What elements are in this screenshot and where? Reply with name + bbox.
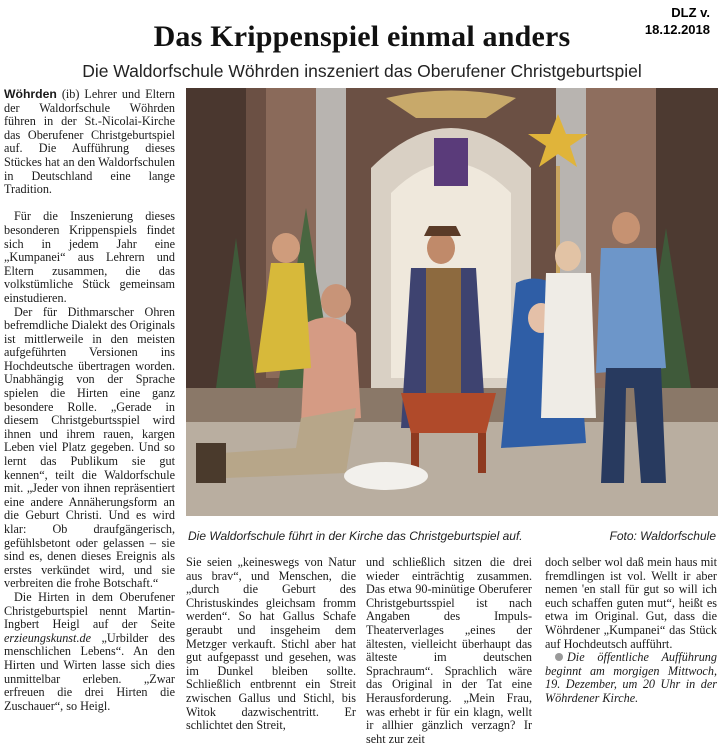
article-column-2-text: Sie seien „keineswegs von Natur aus brav“, und Menschen, die „durch die Geburt des Christuskindes gleichsam fromm werden“. So hat Gallus Schafe geraubt und insgeheim dem Metzger verkauft. Stichl aber hat gut aufgepasst und gesehen, was im Dunkel bleiben sollte. Schließlich entbrennt ein Streit zwischen Gallus und Stichl, bis Witok dazwischentritt. Er schlichtet den Streit,	[186, 555, 356, 733]
bullet-icon	[555, 653, 563, 661]
article-column-1	[4, 88, 175, 713]
photo-illustration	[186, 88, 718, 516]
article-column-4-text: doch selber wol daß mein haus mit fremdlingen ist vol. Wellt ir aber nemen 'en stall für gut so will ich euch schaffen guten mut“, heißt es etwa im Original. Gut, dass die Wöhrdener „Kumpanei“ das Stück auf Hochdeutsch aufführt.	[545, 555, 717, 651]
article-paragraph-4: Die Hirten in dem Oberufener Christgeburtspiel nennt Martin-Ingbert Heigl auf der Seite erzieungskunst.de „Urbilder des menschlichen Lebens“. An den Hirten und Wirten lasse sich dies unmittelbar erleben. „Zwar erfreuen die drei Hirten die Zuschauer“, so Heigl.	[4, 589, 175, 713]
newspaper-name: DLZ v.	[671, 5, 710, 20]
article-column-2	[186, 556, 356, 733]
article-column-3-text: und schließlich sitzen die drei wieder einträchtig zusammen. Das etwa 90-minütige Oberuferer Christgeburtsspiel ist nach Angaben des Impuls-Theaterverlages „eines der ältesten, vielleicht überhaupt das älteste im deutschen Sprachraum“. Sprachlich wäre das Original in der Tat eine Herausforderung. „Mein Frau, was erhebt ir für ein klagn, wellt ir allhier gänzlich verzagn? Ir seht zur zeit	[366, 555, 532, 746]
event-notice: Die öffentliche Aufführung beginnt am morgigen Mittwoch, 19. Dezember, um 20 Uhr in der Wöhrdener Kirche.	[545, 650, 717, 705]
article-column-4	[545, 556, 717, 706]
photo-caption: Die Waldorfschule führt in der Kirche das Christgeburtspiel auf.	[188, 529, 523, 543]
website-reference: erzieungskunst.de	[4, 630, 91, 645]
headline: Das Krippenspiel einmal anders	[153, 20, 571, 53]
photo-credit: Foto: Waldorfschule	[609, 529, 716, 543]
article-paragraph-1: Wöhrden (ib) Lehrer und Eltern der Waldorfschule Wöhrden führen in der St.-Nicolai-Kirche das Oberufener Christgeburtspiel auf. Die Aufführung dieses Stückes hat an den Waldorfschulen in Deutschland eine lange Tradition.	[4, 87, 175, 197]
article-paragraph-2: Für die Inszenierung dieses besonderen Krippenspiels findet sich in jedem Jahr eine „Kumpanei“ aus Lehrern und Eltern zusammen, die das volkstümliche Stück gemeinsam einstudieren.	[4, 209, 175, 305]
article-column-3	[366, 556, 532, 746]
article-paragraph-3: Der für Dithmarscher Ohren befremdliche Dialekt des Originals ist mittlerweile in den meisten aufgeführten Versionen ins Hochdeutsche übertragen worden. Unabhängig von der Sprache spielen die Hirten eine ganz besondere Rolle. „Gerade in diesem Christgeburtsspiel wird ihnen und ihrem rauen, kargen Leben viel Platz gegeben. Und so lernt das Publikum sie gut kennen“, teilt die Waldorfschule mit. „Jeder von ihnen repräsentiert eine andere Annäherungsform an die Geburt Christi. Und es wird klar: Ob draufgängerisch, gefühlsbetont oder gelassen – sie sind es, denen dieses Ereignis als erstes verkündet wird, und sie verbreiten die frohe Botschaft.“	[4, 304, 175, 591]
dateline: Wöhrden	[4, 87, 57, 101]
publication-date: 18.12.2018	[644, 22, 710, 37]
nativity-play-photo	[186, 88, 718, 516]
subheadline: Die Waldorfschule Wöhrden inszeniert das Oberufener Christgeburtspiel	[82, 61, 642, 81]
